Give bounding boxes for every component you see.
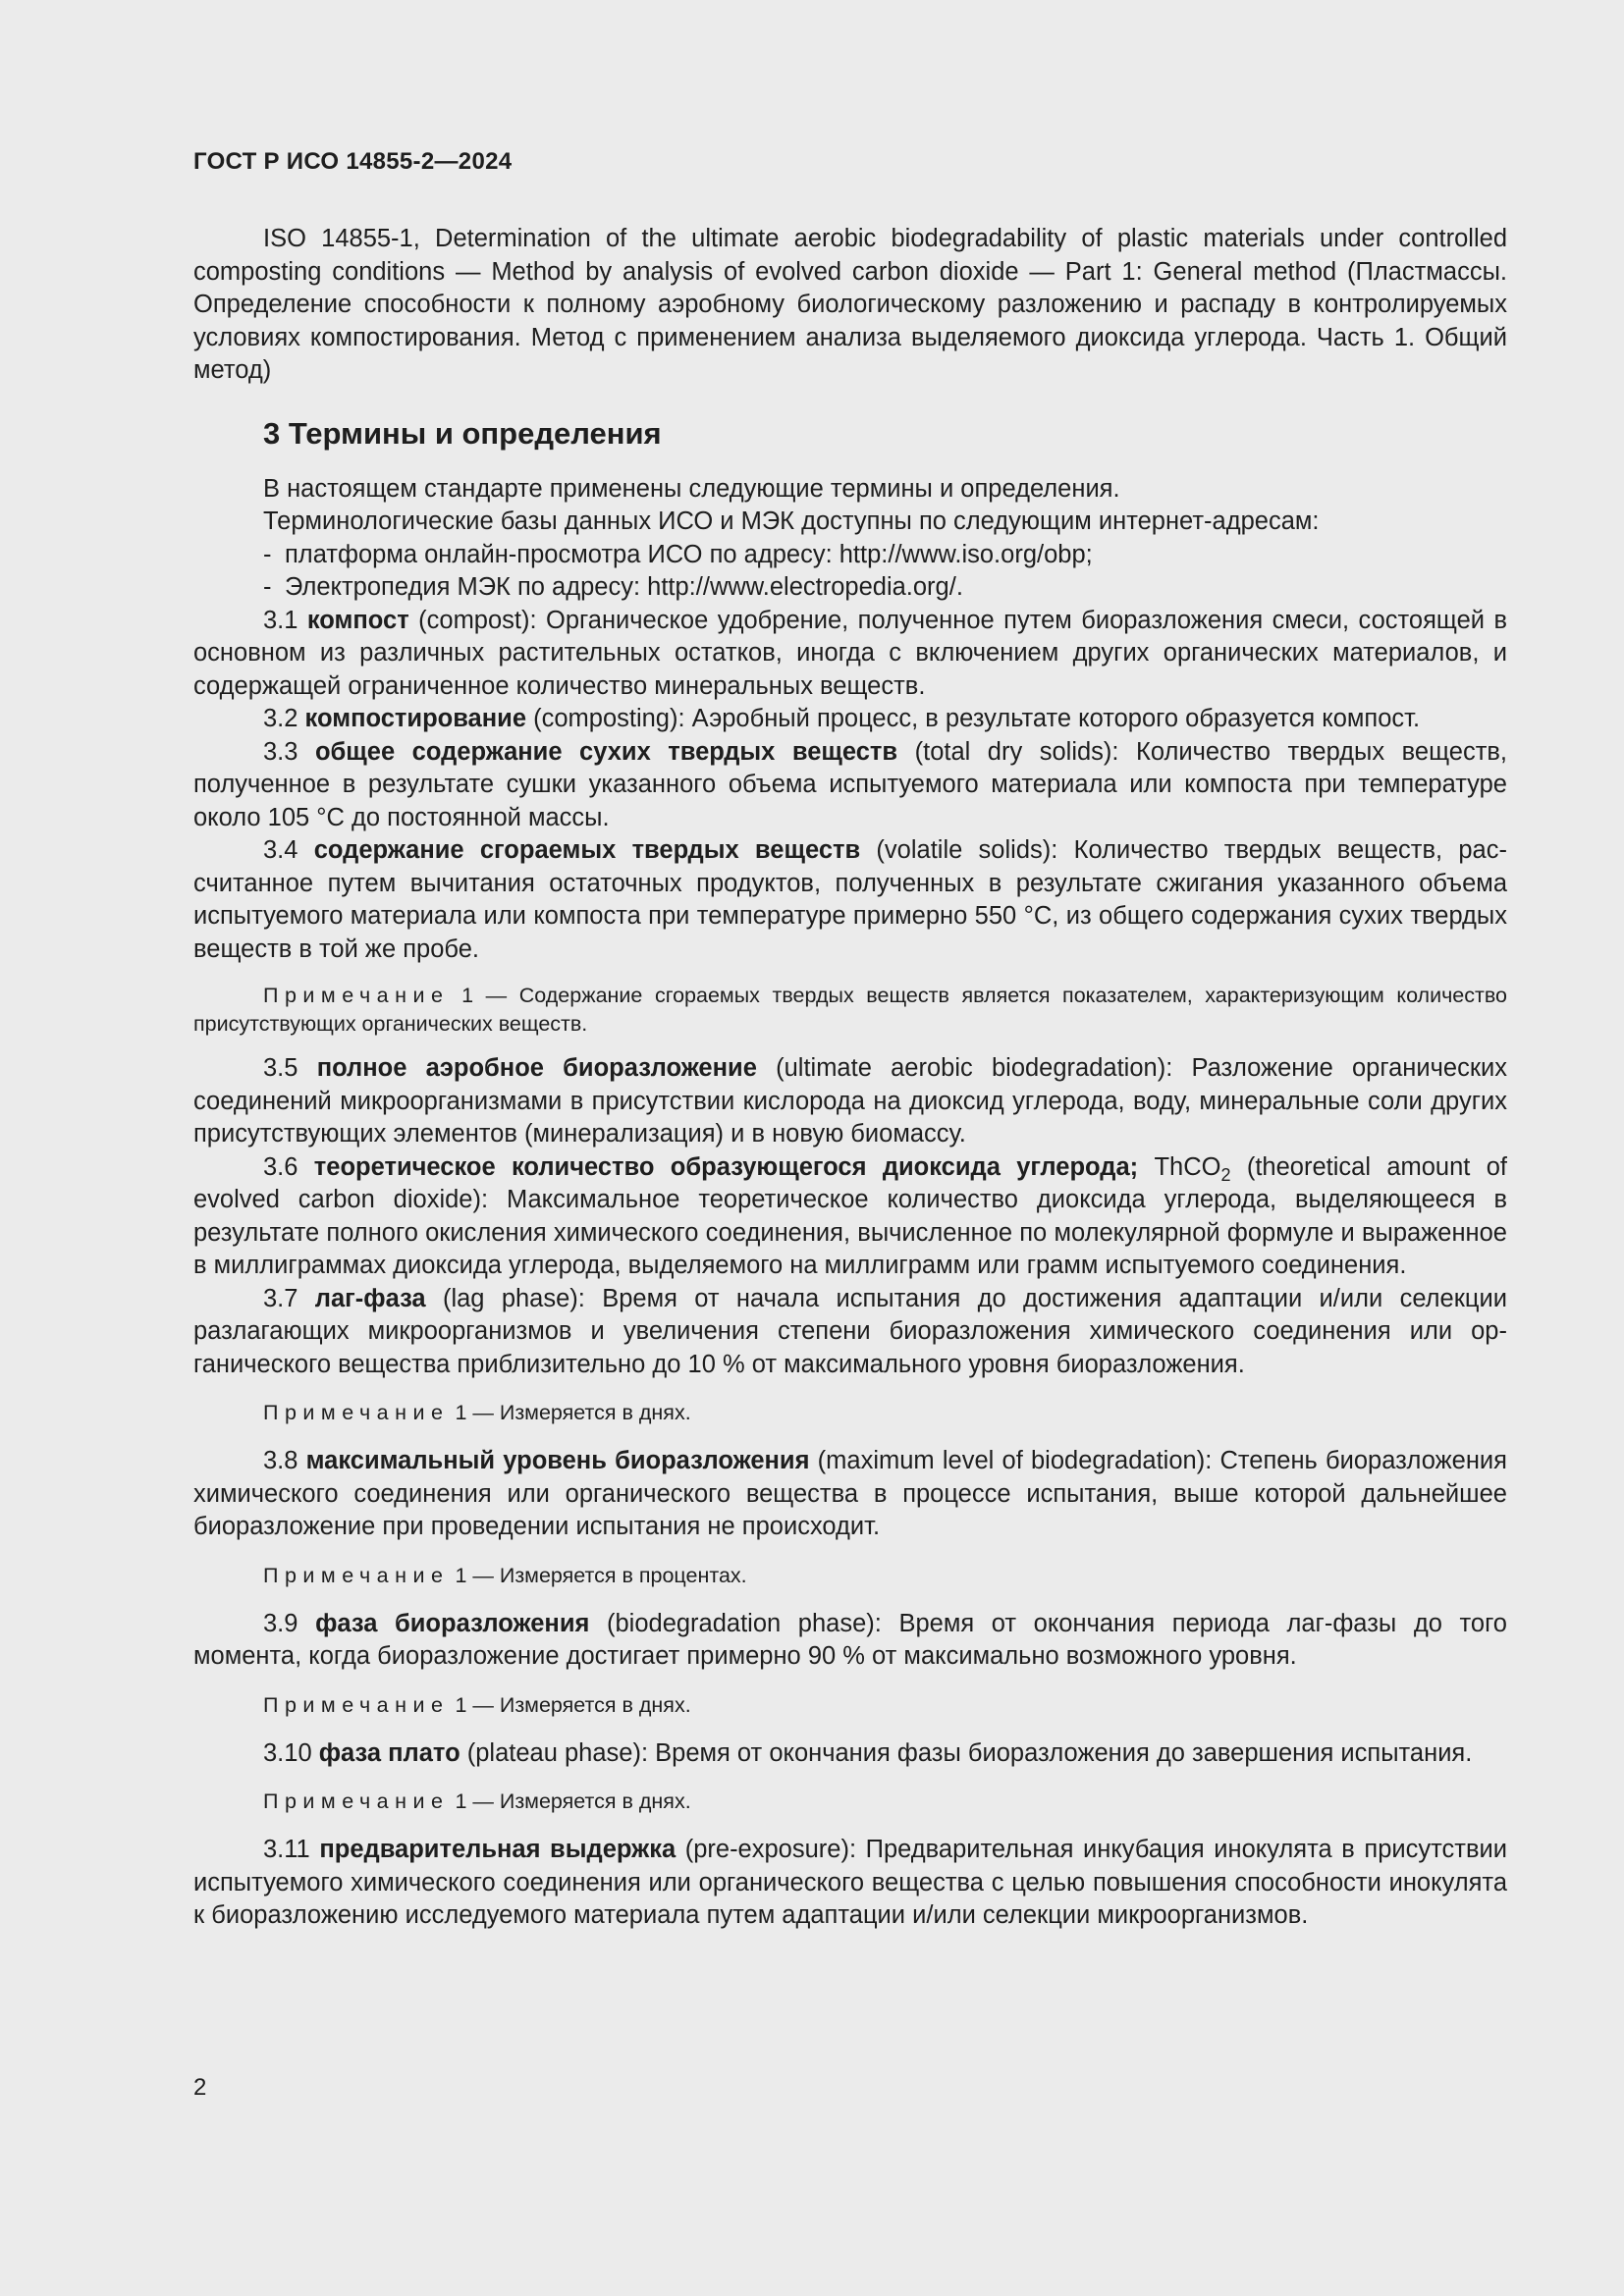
term-name: компост [306, 606, 409, 634]
term-note: Примечание 1 — Измеряется в процентах. [263, 1563, 747, 1587]
term-name: лаг-фаза [314, 1284, 426, 1312]
term-note: Примечание 1 — Измеряется в днях. [263, 1692, 691, 1717]
note-label: Примечание [263, 1401, 450, 1424]
term-entry [193, 605, 1507, 704]
term-number: 3.4 [263, 836, 298, 864]
term-definition: (composting): Аэробный процесс, в результате которого образуется компост. [526, 705, 1421, 732]
term-number: 3.9 [263, 1609, 298, 1637]
term-name: фаза плато [318, 1738, 460, 1767]
page-number: 2 [193, 2074, 207, 2101]
term-entry [193, 1151, 1507, 1283]
term-number: 3.1 [263, 606, 298, 634]
note-number: 1 [455, 1401, 467, 1424]
note-label: Примечание [263, 1563, 450, 1587]
note-number: 1 [455, 1563, 467, 1587]
term-name: фаза биоразложения [315, 1609, 590, 1637]
term-number: 3.6 [263, 1152, 298, 1181]
note-number: 1 [455, 1692, 467, 1717]
term-definition: (volatile solids): Количество твердых веществ, рассчитанное путем вычитания остаточных продуктов, полученных в результате сжигания указанного объема испытуемого материала или компоста при температуре примерно 550 °С, из общего содержания сухих твердых веществ в той же пробе. [193, 836, 1507, 963]
note-text: Измеряется в процентах. [499, 1563, 747, 1587]
note-text: Измеряется в днях. [499, 1401, 691, 1424]
list-item: - платформа онлайн-просмотра ИСО по адресу: http://www.iso.org/obp; [263, 540, 1093, 568]
term-number: 3.8 [263, 1447, 298, 1474]
section-intro: В настоящем стандарте применены следующие термины и определения. [263, 474, 1120, 503]
term-definition: (total dry solids): Количество твердых веществ, полученное в результате сушки указанного объема испытуемого материала или компоста при температуре около 105 °С до постоянной массы. [193, 737, 1508, 831]
term-number: 3.2 [263, 705, 298, 732]
term-number: 3.7 [263, 1284, 298, 1312]
term-definition: (theoretical amount of evolved carbon dioxide): Максимальное теоретическое количество диоксида углерода, выделяющееся в результате полного окисления химического соединения, вычисленное по молекулярной формуле и выраженное в миллиграммах диоксида углерода, выделяемого на миллиграмм или грамм испытуемого соединения. [193, 1152, 1507, 1279]
term-note: Примечание 1 — Измеряется в днях. [263, 1401, 691, 1424]
term-name: предварительная выдержка [319, 1836, 677, 1863]
term-entry [193, 1737, 1507, 1771]
term-name: общее содержание сухих твердых веществ [314, 737, 898, 766]
term-entry [193, 1283, 1507, 1382]
note-number: 1 [461, 984, 474, 1007]
term-note: Примечание 1 — Измеряется в днях. [263, 1789, 691, 1813]
term-number: 3.10 [263, 1738, 312, 1767]
note-label: Примечание [263, 1692, 450, 1717]
page-content [193, 223, 1507, 1933]
term-definition: (maximum level of biodegradation): Степень биоразложения химического соединения или органического вещества в процессе испытания, выше которой дальнейшее биоразложение при проведении испытания не происходит. [193, 1447, 1507, 1540]
term-name: максимальный уровень биоразложения [305, 1447, 810, 1474]
term-entry [193, 1834, 1507, 1933]
term-name: полное аэробное биоразложение [316, 1054, 757, 1082]
term-number: 3.3 [263, 737, 298, 766]
term-definition: (biodegradation phase): Время от окончания периода лаг-фазы до того момента, когда биоразложение достигает примерно 90 % от максимально возможного уровня. [193, 1609, 1507, 1670]
term-number: 3.11 [263, 1836, 310, 1863]
term-entry [193, 834, 1507, 966]
term-definition: (plateau phase): Время от окончания фазы биоразложения до завершения испытания. [460, 1738, 1473, 1767]
term-entry [193, 1608, 1507, 1674]
term-note: Примечание 1 — Содержание сгораемых твердых веществ является показателем, характеризующим количество присутствующих органических веществ. [193, 984, 1507, 1036]
term-number: 3.5 [263, 1054, 298, 1082]
note-label: Примечание [263, 984, 450, 1007]
section-title: 3 Термины и определения [263, 415, 662, 451]
term-entry [193, 1445, 1507, 1544]
term-name: содержание сгораемых твердых веществ [313, 836, 861, 864]
list-item-text: Электропедия МЭК по адресу: http://www.electropedia.org/. [285, 573, 963, 601]
term-definition: (lag phase): Время от начала испытания до достижения адаптации и/или селекции разлагающих микроорганизмов и увеличения степени биоразложения химического соединения или органического вещества приблизительно до 10 % от максимального уровня биоразложения. [193, 1284, 1507, 1378]
note-label: Примечание [263, 1789, 450, 1813]
term-name: компостирование [304, 705, 527, 732]
term-symbol: ThCO$_2$ [1154, 1152, 1231, 1185]
list-item: - Электропедия МЭК по адресу: http://www.electropedia.org/. [263, 573, 963, 601]
note-text: Измеряется в днях. [499, 1789, 691, 1813]
term-definition: (ultimate aerobic biodegradation): Разложение органических соединений микроорганизмами в присутствии кислорода на диоксид углерода, воду, минеральные соли других присутствующих элементов (минерализация) и в новую биомассу. [193, 1054, 1507, 1148]
term-name: теоретическое количество образующегося диоксида углерода; [313, 1152, 1139, 1181]
normative-reference: ISO 14855-1, Determination of the ultimate aerobic biodegradability of plastic materials under controlled composting conditions — Method by analysis of evolved carbon dioxide — Part 1: General method (Пластмассы. Определение способности к полному аэробному биологическому разложению и распаду в контролируемых условиях компостирования. Метод с применением анализа выделяемого диоксида углерода. Часть 1. Общий метод) [193, 225, 1507, 384]
document-header: ГОСТ Р ИСО 14855-2—2024 [193, 148, 513, 175]
term-entry [193, 1052, 1507, 1151]
note-text: Измеряется в днях. [499, 1692, 691, 1717]
section-intro-databases: Терминологические базы данных ИСО и МЭК доступны по следующим интернет-адресам: [263, 507, 1320, 535]
note-number: 1 [455, 1789, 467, 1813]
note-text: Содержание сгораемых твердых веществ является показателем, характеризующим количество присутствующих органических веществ. [193, 984, 1507, 1036]
term-entry [193, 703, 1507, 736]
term-entry [193, 736, 1507, 835]
list-item-text: платформа онлайн-просмотра ИСО по адресу: http://www.iso.org/obp; [285, 540, 1093, 568]
term-definition: (pre-exposure): Предварительная инкубация инокулята в присутствии испытуемого химического соединения или органического вещества с целью повышения способности инокулята к биоразложению исследуемого материала путем адаптации и/или селекции микроорганизмов. [193, 1836, 1507, 1929]
term-definition: (compost): Органическое удобрение, полученное путем биоразложения смеси, состоящей в основном из различных растительных остатков, иногда с включением других органических материалов, и содержащей ограниченное количество минеральных веществ. [193, 606, 1507, 700]
